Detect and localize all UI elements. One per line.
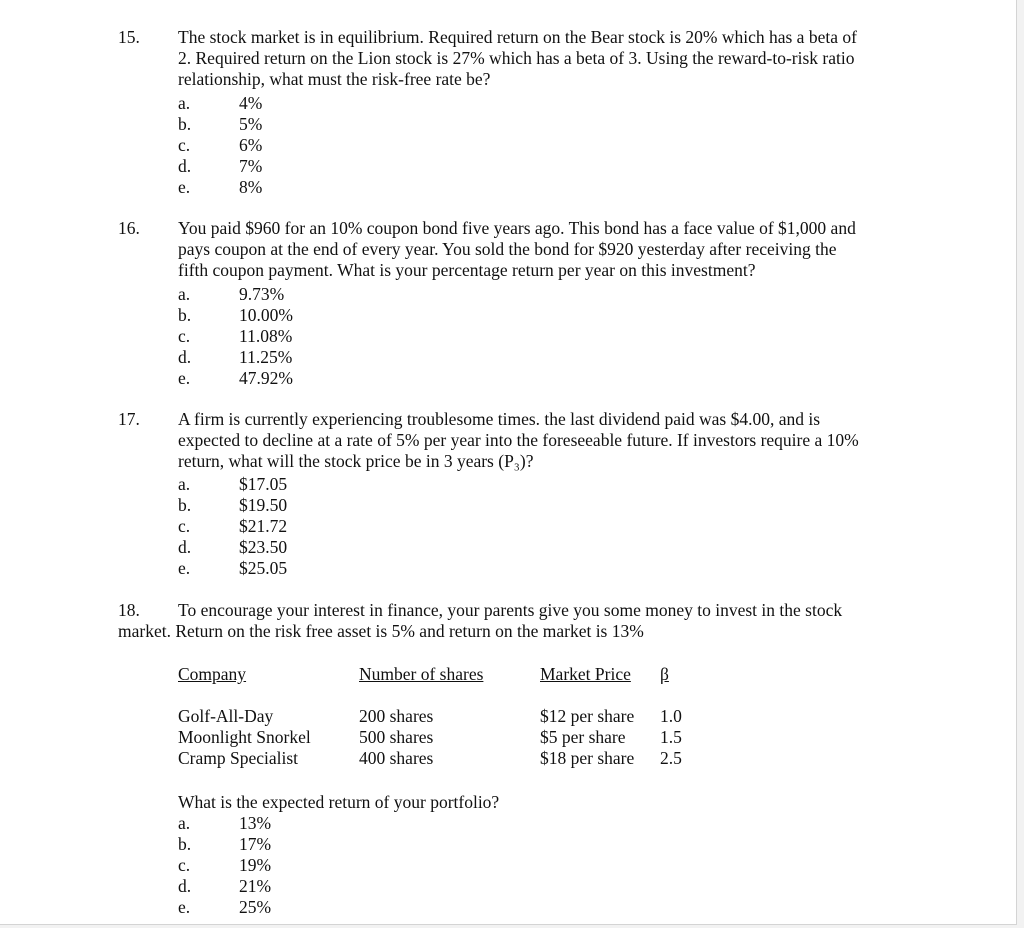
question-17-number: 17. (118, 409, 140, 429)
choice-text: 4% (239, 93, 263, 113)
choice-text: 9.73% (239, 284, 285, 304)
table-header-beta: β (660, 664, 669, 684)
choice-text: 10.00% (239, 305, 293, 325)
question-15-line: The stock market is in equilibrium. Required return on the Bear stock is 20% which has a beta of (178, 27, 857, 47)
choice-text: 6% (239, 135, 263, 155)
table-cell-price: $12 per share (540, 706, 635, 726)
question-16-line: pays coupon at the end of every year. You sold the bond for $920 yesterday after receiving the (178, 239, 837, 259)
question-17-line: return, what will the stock price be in 3 years (P₃)? (178, 451, 534, 471)
choice-letter: c. (178, 135, 191, 155)
choice-text: 7% (239, 156, 263, 176)
choice-letter: e. (178, 897, 191, 917)
choice-text: 19% (239, 855, 272, 875)
question-18-number: 18. (118, 600, 140, 620)
choice-text: 5% (239, 114, 263, 134)
table-header-price: Market Price (540, 664, 631, 684)
choice-letter: a. (178, 474, 191, 494)
question-15-line: 2. Required return on the Lion stock is 27% which has a beta of 3. Using the reward-to-risk ratio (178, 48, 855, 68)
table-cell-shares: 400 shares (359, 748, 434, 768)
question-17-line: expected to decline at a rate of 5% per year into the foreseeable future. If investors require a 10% (178, 430, 859, 450)
choice-text: $23.50 (239, 537, 288, 557)
choice-letter: e. (178, 368, 191, 388)
choice-letter: e. (178, 558, 191, 578)
table-cell-beta: 1.5 (660, 727, 682, 747)
choice-text: 13% (239, 813, 272, 833)
table-cell-price: $5 per share (540, 727, 626, 747)
table-cell-beta: 1.0 (660, 706, 682, 726)
table-cell-shares: 500 shares (359, 727, 434, 747)
question-16-number: 16. (118, 218, 140, 238)
choice-letter: b. (178, 114, 192, 134)
choice-text: 8% (239, 177, 263, 197)
choice-text: 11.08% (239, 326, 293, 346)
choice-letter: d. (178, 537, 192, 557)
question-15-line: relationship, what must the risk-free rate be? (178, 69, 491, 89)
choice-text: 17% (239, 834, 272, 854)
choice-letter: e. (178, 177, 191, 197)
question-18-line: To encourage your interest in finance, your parents give you some money to invest in the stock (178, 600, 843, 620)
choice-letter: a. (178, 93, 191, 113)
choice-letter: b. (178, 305, 192, 325)
table-cell-company: Moonlight Snorkel (178, 727, 311, 747)
question-17-stem (178, 409, 938, 472)
question-16-line: You paid $960 for an 10% coupon bond five years ago. This bond has a face value of $1,000 and (178, 218, 856, 238)
choice-text: $21.72 (239, 516, 288, 536)
table-header-shares: Number of shares (359, 664, 484, 684)
choice-letter: a. (178, 813, 191, 833)
choice-text: 21% (239, 876, 272, 896)
table-cell-shares: 200 shares (359, 706, 434, 726)
choice-letter: c. (178, 855, 191, 875)
question-15-stem (178, 27, 938, 90)
choice-letter: c. (178, 516, 191, 536)
choice-text: 25% (239, 897, 272, 917)
choice-letter: a. (178, 284, 191, 304)
choice-text: $19.50 (239, 495, 288, 515)
table-cell-beta: 2.5 (660, 748, 682, 768)
table-header-company: Company (178, 664, 247, 684)
choice-text: 11.25% (239, 347, 293, 367)
question-16-line: fifth coupon payment. What is your percentage return per year on this investment? (178, 260, 756, 280)
question-15-number: 15. (118, 27, 140, 47)
table-cell-company: Cramp Specialist (178, 748, 299, 768)
choice-text: $17.05 (239, 474, 288, 494)
choice-text: 47.92% (239, 368, 293, 388)
choice-letter: b. (178, 834, 192, 854)
table-cell-price: $18 per share (540, 748, 635, 768)
choice-letter: d. (178, 876, 192, 896)
question-16-stem (178, 218, 938, 281)
table-cell-company: Golf-All-Day (178, 706, 274, 726)
question-18-prompt: What is the expected return of your portfolio? (178, 792, 500, 812)
choice-text: $25.05 (239, 558, 288, 578)
question-18-line: market. Return on the risk free asset is 5% and return on the market is 13% (118, 621, 644, 641)
choice-letter: b. (178, 495, 192, 515)
choice-letter: d. (178, 156, 192, 176)
choice-letter: d. (178, 347, 192, 367)
question-17-line: A firm is currently experiencing troublesome times. the last dividend paid was $4.00, and is (178, 409, 821, 429)
choice-letter: c. (178, 326, 191, 346)
